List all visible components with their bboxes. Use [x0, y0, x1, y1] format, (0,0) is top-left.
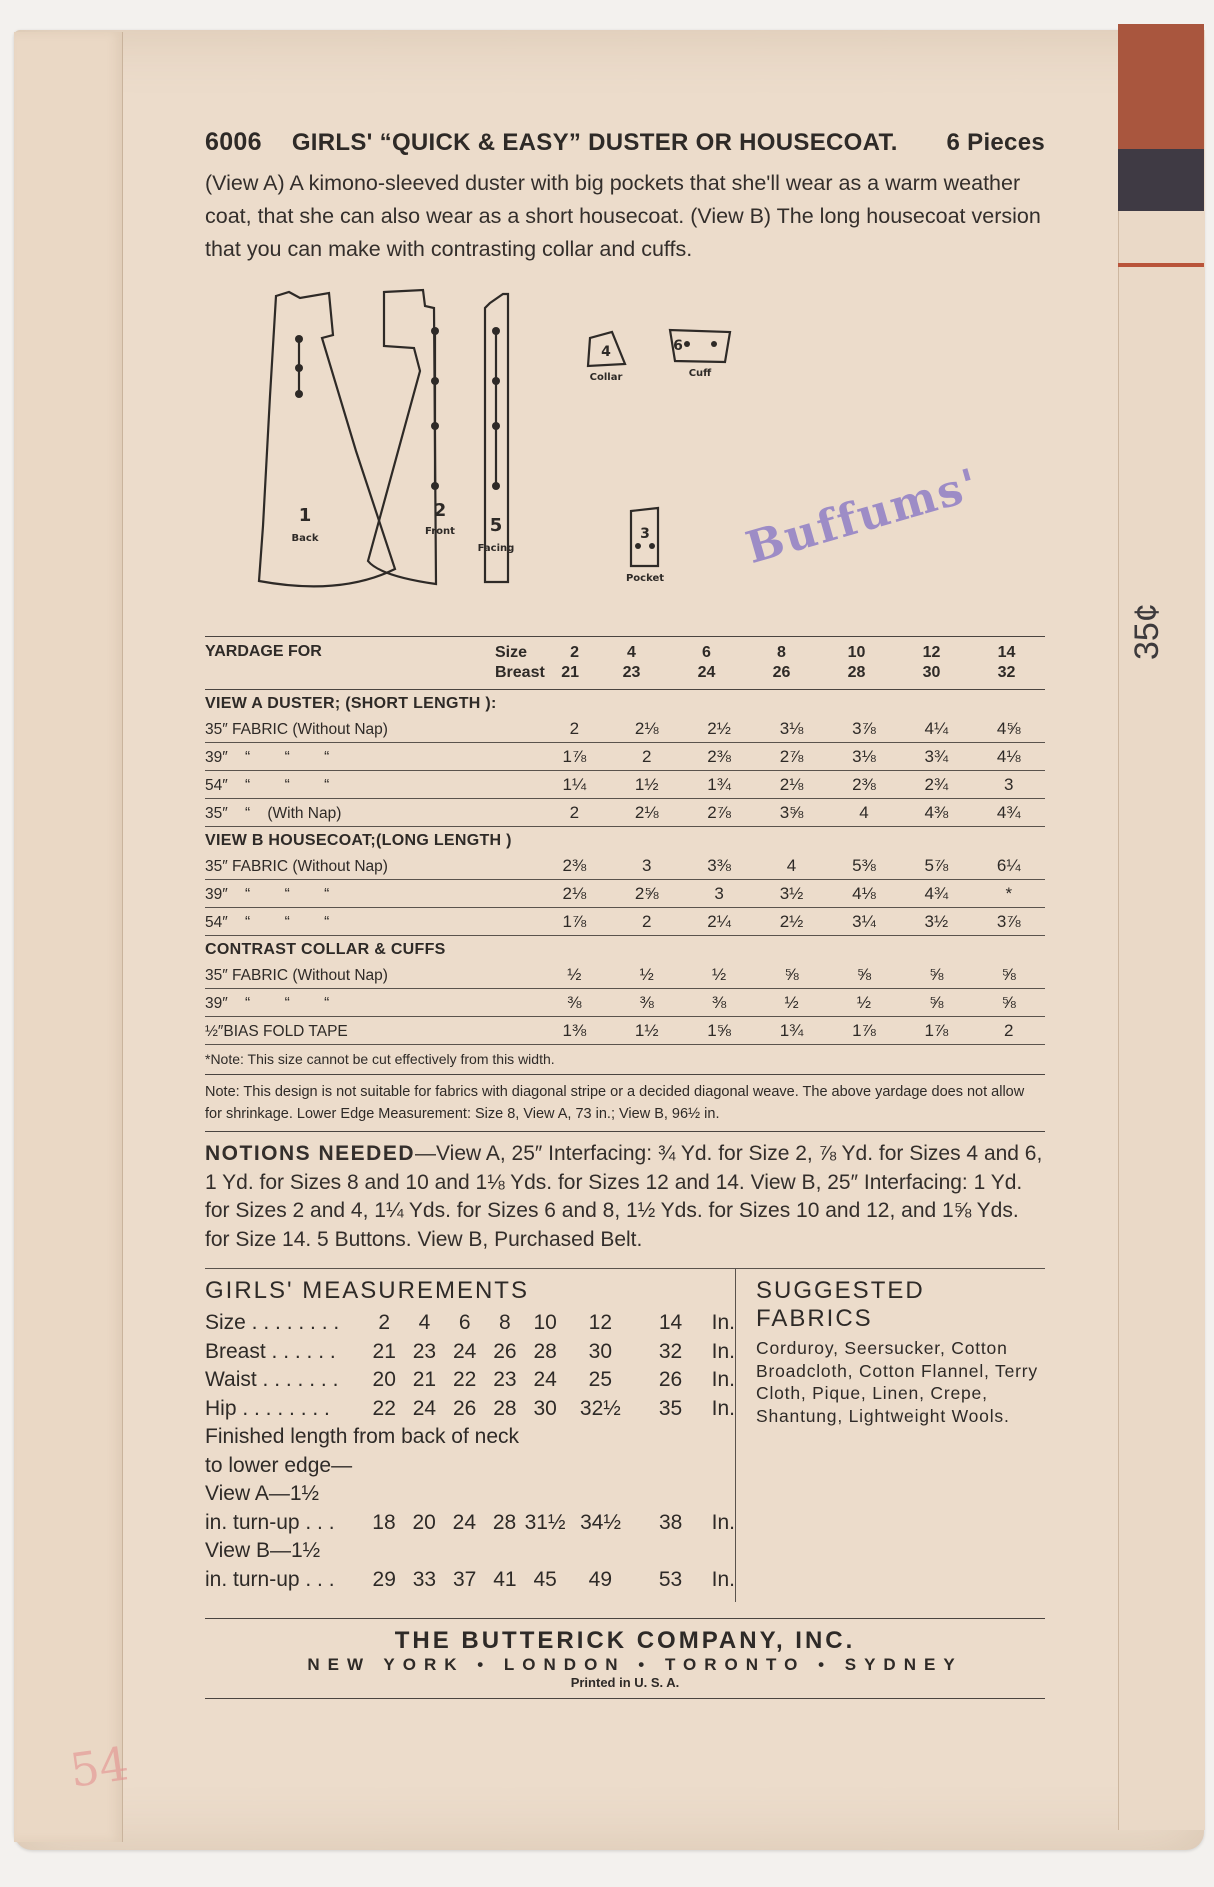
yardage-cell: ⅜ — [639, 993, 654, 1012]
yardage-cell: 4 — [786, 856, 797, 875]
svg-text:Facing: Facing — [477, 543, 515, 554]
yardage-cell: 4⅛ — [852, 884, 876, 903]
yardage-cell: 3¼ — [852, 912, 876, 931]
view-a-length-row — [205, 1509, 735, 1538]
measurement-unit: In. — [711, 1311, 735, 1334]
yardage-row — [205, 715, 1045, 743]
red-ink-stamp: 54 — [66, 1736, 133, 1798]
yardage-row-label: 35″ FABRIC (Without Nap) — [205, 858, 388, 875]
svg-text:Collar: Collar — [589, 372, 623, 383]
measurement-value: 28 — [493, 1396, 517, 1420]
publisher-footer — [205, 1618, 1045, 1699]
yardage-heading: YARDAGE FOR — [205, 643, 322, 660]
yardage-row — [205, 989, 1045, 1017]
svg-text:5: 5 — [489, 515, 503, 536]
yardage-cell: 1⅜ — [562, 1021, 587, 1040]
yardage-cell: 2⅛ — [779, 775, 804, 794]
yardage-cell: 2 — [1004, 1021, 1014, 1040]
measurement-label: Waist . . . . . . . — [205, 1368, 339, 1391]
yardage-cell: 4⅛ — [996, 747, 1021, 766]
measurement-value: 30 — [588, 1339, 613, 1363]
notions-needed — [205, 1132, 1045, 1254]
svg-text:4: 4 — [601, 344, 611, 360]
measurement-value: 38 — [658, 1510, 683, 1534]
yardage-cell: 5⅞ — [924, 856, 949, 875]
girls-measurements — [205, 1269, 736, 1602]
yardage-cell: 2⅜ — [707, 747, 731, 766]
measurement-value: 32½ — [579, 1396, 621, 1420]
yardage-cell: ½ — [712, 965, 727, 984]
measurement-value: 49 — [588, 1567, 613, 1591]
measurement-value: 32 — [658, 1339, 683, 1363]
yardage-cell: 4⅜ — [924, 803, 949, 822]
measurement-value: 26 — [452, 1396, 477, 1420]
yardage-cell: ⅝ — [929, 993, 944, 1012]
view-a-length-label: View A—1½ — [205, 1482, 320, 1505]
company-cities: NEW YORK • LONDON • TORONTO • SYDNEY — [307, 1655, 963, 1674]
measurement-value: 26 — [493, 1339, 517, 1363]
yardage-cell: 2¼ — [707, 912, 731, 931]
measurement-value: 28 — [533, 1339, 557, 1363]
yardage-cell: 1⅞ — [562, 747, 587, 766]
measurement-value: 24 — [533, 1368, 557, 1391]
yardage-cell: 3⅛ — [852, 747, 876, 766]
yardage-row-label: 39″ “ “ “ — [205, 886, 330, 903]
yardage-cell: ⅝ — [1001, 965, 1016, 984]
measurement-value: 35 — [658, 1396, 683, 1420]
yardage-cell: 5⅜ — [852, 856, 876, 875]
yardage-cell: ½ — [567, 965, 582, 984]
measurement-unit: In. — [711, 1339, 735, 1363]
yardage-cell: ⅝ — [784, 965, 799, 984]
yardage-cell: 2½ — [707, 719, 731, 738]
yardage-row — [205, 852, 1045, 880]
measurement-value: 28 — [492, 1510, 517, 1534]
yardage-cell: 3 — [1004, 775, 1014, 794]
yardage-cell: 2 — [641, 747, 652, 766]
yardage-table — [205, 690, 1045, 1045]
yardage-row — [205, 743, 1045, 771]
measurement-value: 21 — [412, 1368, 437, 1391]
yardage-cell: 2⅞ — [707, 803, 731, 822]
yardage-cell: 1⅝ — [707, 1021, 731, 1040]
yardage-cell: 2⅜ — [852, 775, 876, 794]
yardage-cell: 1½ — [634, 775, 659, 794]
yardage-row — [205, 908, 1045, 936]
yardage-cell: ½ — [784, 993, 799, 1012]
size-columns: 2 4 6 8 10 12 14 — [570, 644, 1016, 661]
measurement-label: Breast . . . . . . — [205, 1339, 336, 1363]
pattern-name: GIRLS' “QUICK & EASY” DUSTER OR HOUSECOAT. — [291, 129, 898, 156]
measurement-value: 20 — [372, 1368, 396, 1391]
notions-heading: NOTIONS NEEDED — [205, 1142, 416, 1165]
yardage-cell: 4¾ — [996, 803, 1021, 822]
measurement-value: 34½ — [580, 1510, 621, 1534]
color-band-red — [1118, 24, 1204, 149]
yardage-row — [205, 880, 1045, 908]
measurement-value: 37 — [452, 1567, 477, 1591]
yardage-cell: 1⅞ — [924, 1021, 949, 1040]
measurement-value: 18 — [372, 1510, 396, 1534]
measurement-value: 22 — [372, 1396, 396, 1420]
yardage-cell: 2⅝ — [634, 884, 659, 903]
measurement-value: 10 — [533, 1311, 557, 1334]
yardage-cell: ⅜ — [712, 993, 727, 1012]
measurement-label: Size . . . . . . . . — [205, 1311, 340, 1334]
piece-count: 6 Pieces — [946, 129, 1045, 156]
yardage-cell: 2 — [569, 803, 580, 822]
yardage-row-label: 35″ FABRIC (Without Nap) — [205, 721, 388, 738]
measurement-value: 22 — [452, 1368, 477, 1391]
yardage-cell: 3¾ — [924, 747, 949, 766]
piece-label-back: Back — [291, 533, 319, 544]
yardage-cell: 6¼ — [996, 856, 1021, 875]
store-stamp: Buffums' — [740, 458, 986, 575]
pattern-title — [205, 128, 1045, 157]
yardage-footnote: *Note: This size cannot be cut effectively from this width. — [205, 1051, 555, 1067]
measurement-row — [205, 1566, 735, 1595]
measurements-and-fabrics — [205, 1268, 1045, 1602]
yardage-cell: 3 — [714, 884, 724, 903]
yardage-cell: 3½ — [779, 884, 804, 903]
pattern-description: (View A) A kimono-sleeved duster with big pockets that she'll wear as a warm weather coat, that she can also wear as a short housecoat. (View B) The long housecoat version that you can make with contrasting collar and cuffs. — [205, 171, 1041, 261]
measurements-heading: GIRLS' MEASUREMENTS — [205, 1277, 529, 1304]
pattern-number: 6006 — [205, 128, 262, 156]
yardage-cell: 4¾ — [924, 884, 949, 903]
yardage-cell: ½ — [856, 993, 872, 1012]
svg-text:Cuff: Cuff — [688, 368, 712, 379]
yardage-cell: 3⅞ — [852, 719, 876, 738]
measurement-value: 23 — [412, 1339, 437, 1363]
yardage-cell: 3⅛ — [779, 719, 804, 738]
yardage-row-label: ½″BIAS FOLD TAPE — [205, 1023, 348, 1040]
pattern-pieces-illustration — [0, 276, 1060, 636]
yardage-section-title: CONTRAST COLLAR & CUFFS — [205, 941, 446, 958]
fabrics-list: Corduroy, Seersucker, Cotton Broadcloth, Cotton Flannel, Terry Cloth, Pique, Linen, Crepe, Shantung, Lightweight Wools. — [756, 1338, 1038, 1426]
view-b-length-label: View B—1½ — [205, 1539, 321, 1562]
yardage-cell: 3⅜ — [707, 856, 731, 875]
yardage-cell: ⅝ — [1001, 993, 1016, 1012]
breast-columns: 21 23 24 26 28 30 32 — [561, 664, 1016, 681]
yardage-cell: 2⅛ — [634, 719, 659, 738]
svg-text:Pocket: Pocket — [625, 573, 665, 584]
yardage-cell: 3½ — [924, 912, 949, 931]
measurement-value: 12 — [588, 1311, 613, 1334]
yardage-row — [205, 961, 1045, 989]
yardage-cell: * — [1005, 884, 1013, 903]
yardage-cell: 2⅜ — [562, 856, 587, 875]
measurement-value: 24 — [452, 1339, 477, 1363]
size-label: Size — [495, 644, 528, 661]
company-name: THE BUTTERICK COMPANY, INC. — [394, 1627, 856, 1654]
measurement-value: 2 — [378, 1311, 391, 1334]
measurement-value: 24 — [452, 1510, 476, 1534]
yardage-row-label: 35″ “ (With Nap) — [205, 805, 342, 822]
yardage-cell: 1⅞ — [562, 912, 587, 931]
yardage-cell: ½ — [639, 965, 654, 984]
measurement-value: 4 — [418, 1311, 431, 1334]
yardage-row — [205, 1017, 1045, 1045]
measurement-unit: In. — [711, 1510, 736, 1534]
yardage-cell: ⅝ — [856, 965, 872, 984]
yardage-row-label: 39″ “ “ “ — [205, 995, 330, 1012]
color-band-dark — [1118, 149, 1204, 211]
yardage-row — [205, 771, 1045, 799]
measurement-row — [205, 1509, 735, 1538]
notions-text: —View A, 25″ Interfacing: ¾ Yd. for Size 2, ⅞ Yd. for Sizes 4 and 6, 1 Yd. for Sizes 8 and 10 and 1⅛ Yds. for Sizes 12 and 14. View B, 25″ Interfacing: 1 Yd. for Sizes 2 and 4, 1¼ Yds. for Sizes 6 and 8, 1½ Yds. for Sizes 10 and 12, and 1⅝ Yds. for Size 14. 5 Buttons. View B, Purchased Belt. — [205, 1142, 1043, 1251]
measurement-value: 23 — [493, 1368, 517, 1391]
envelope-back-content — [205, 128, 1045, 1699]
yardage-cell: 1¼ — [562, 775, 587, 794]
yardage-header — [205, 637, 1045, 689]
yardage-cell: 1⅞ — [852, 1021, 876, 1040]
finished-length-label: Finished length from back of neck — [205, 1425, 519, 1448]
measurement-unit: In. — [711, 1396, 735, 1420]
envelope-right-flap — [1118, 30, 1205, 1830]
yardage-cell: 4 — [859, 803, 869, 822]
measurement-value: 41 — [493, 1567, 517, 1591]
measurement-value: 53 — [658, 1567, 683, 1591]
yardage-section-title: VIEW B HOUSECOAT;(LONG LENGTH ) — [205, 832, 512, 849]
yardage-cell: 2¾ — [924, 775, 949, 794]
yardage-cell: 3 — [641, 856, 652, 875]
yardage-cell: 2⅞ — [779, 747, 804, 766]
yardage-note: Note: This design is not suitable for fabrics with diagonal stripe or a decided diagonal weave. The above yardage does not allow for shrinkage. Lower Edge Measurement: Size 8, View A, 73 in.; View B, 96½ in. — [205, 1084, 1025, 1122]
measurement-value: 45 — [533, 1567, 557, 1591]
svg-text:3: 3 — [640, 526, 650, 542]
measurement-unit: In. — [711, 1567, 735, 1591]
finished-length-label-2: to lower edge— — [205, 1453, 353, 1477]
yardage-row-label: 54″ “ “ “ — [205, 914, 330, 931]
pattern-pieces-diagram — [205, 276, 1045, 636]
measurement-row — [205, 1338, 735, 1367]
measurement-value: 8 — [499, 1311, 511, 1334]
measurement-value: 31½ — [524, 1510, 566, 1534]
measurement-label: in. turn-up . . . — [205, 1510, 335, 1534]
yardage-row-label: 35″ FABRIC (Without Nap) — [205, 967, 388, 984]
yardage-cell: 2⅛ — [634, 803, 659, 822]
yardage-row-label: 54″ “ “ “ — [205, 777, 330, 794]
yardage-cell: 1½ — [634, 1021, 659, 1040]
yardage-cell: 2½ — [779, 912, 804, 931]
yardage-cell: ⅝ — [929, 965, 944, 984]
measurement-row — [205, 1309, 735, 1338]
measurement-value: 25 — [588, 1368, 613, 1391]
measurement-value: 21 — [372, 1339, 396, 1363]
svg-text:2: 2 — [433, 500, 447, 521]
yardage-cell: 1¾ — [707, 775, 731, 794]
measurement-row — [205, 1395, 735, 1424]
yardage-row-label: 39″ “ “ “ — [205, 749, 330, 766]
yardage-cell: ⅜ — [567, 993, 582, 1012]
yardage-cell: 2⅛ — [562, 884, 587, 903]
yardage-cell: 3⅝ — [779, 803, 804, 822]
measurement-label: Hip . . . . . . . . — [205, 1396, 330, 1420]
measurements-table — [205, 1309, 735, 1423]
suggested-fabrics — [736, 1269, 1045, 1602]
measurement-unit: In. — [711, 1368, 735, 1391]
yardage-cell: 2 — [569, 719, 580, 738]
yardage-cell: 4⅝ — [996, 719, 1021, 738]
measurement-value: 6 — [458, 1311, 471, 1334]
measurement-value: 26 — [658, 1368, 683, 1391]
color-band-line — [1118, 263, 1204, 267]
view-b-length-row — [205, 1566, 735, 1595]
measurement-label: in. turn-up . . . — [205, 1567, 335, 1591]
measurement-value: 14 — [658, 1311, 683, 1334]
price-label: 35¢ — [1128, 603, 1166, 660]
yardage-cell: 2 — [641, 912, 652, 931]
measurement-value: 33 — [412, 1567, 437, 1591]
measurement-value: 20 — [412, 1510, 436, 1534]
measurement-value: 24 — [412, 1396, 437, 1420]
fabrics-heading: SUGGESTED FABRICS — [756, 1277, 925, 1332]
yardage-cell: 3⅞ — [996, 912, 1021, 931]
breast-label: Breast — [495, 664, 545, 681]
piece-number-back: 1 — [298, 505, 312, 526]
printed-in: Printed in U. S. A. — [570, 1675, 680, 1690]
svg-text:6: 6 — [673, 338, 683, 354]
yardage-cell: 4¼ — [924, 719, 949, 738]
yardage-cell: 1¾ — [779, 1021, 804, 1040]
svg-text:Front: Front — [425, 526, 455, 537]
measurement-row — [205, 1366, 735, 1395]
measurement-value: 30 — [533, 1396, 557, 1420]
measurement-value: 29 — [372, 1567, 396, 1591]
yardage-section-title: VIEW A DUSTER; (SHORT LENGTH ): — [205, 695, 497, 712]
yardage-row — [205, 799, 1045, 827]
